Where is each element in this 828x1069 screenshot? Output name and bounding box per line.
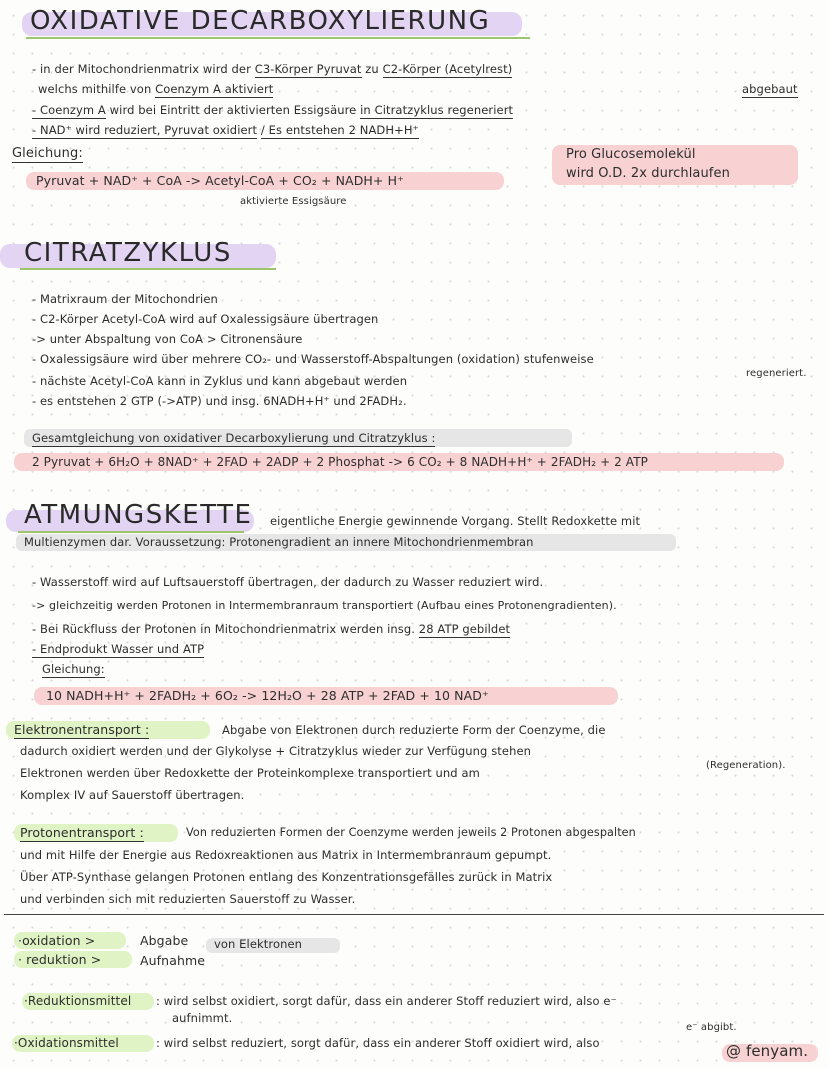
equation-note: aktivierte Essigsäure — [240, 196, 347, 207]
text: zu — [365, 62, 379, 76]
equation: 10 NADH+H⁺ + 2FADH₂ + 6O₂ -> 12H₂O + 28 ATP + 2FAD + 10 NAD⁺ — [46, 688, 489, 703]
text-line — [32, 62, 512, 76]
list-item: - nächste Acetyl-CoA kann in Zyklus und kann abgebaut werden — [32, 374, 408, 388]
paragraph-line: Von reduzierten Formen der Coenzyme werden jeweils 2 Protonen abgespalten — [186, 826, 636, 839]
text: welchs mithilfe von — [38, 82, 152, 96]
title-underline-2 — [20, 268, 276, 270]
paragraph-line: Elektronen werden über Redoxkette der Proteinkomplexe transportiert und am — [20, 766, 480, 780]
text: Elektronentransport : — [14, 722, 150, 737]
text-line — [742, 82, 798, 96]
elektronentransport-label — [14, 722, 149, 737]
paragraph-suffix: (Regeneration). — [706, 760, 786, 771]
section-title-oxidative-decarboxylierung: OXIDATIVE DECARBOXYLIERUNG — [30, 6, 491, 36]
text: Gleichung: — [12, 146, 83, 161]
text-line — [32, 103, 513, 117]
shared-text: von Elektronen — [214, 937, 303, 951]
text: - in der Mitochondrienmatrix wird der — [32, 62, 251, 76]
title-underline-3 — [18, 531, 244, 533]
list-item: - Wasserstoff wird auf Luftsauerstoff übertragen, der dadurch zu Wasser reduziert wird. — [32, 575, 544, 589]
redmittel-label: ·Reduktionsmittel — [24, 994, 132, 1008]
list-item: - Oxalessigsäure wird über mehrere CO₂- und Wasserstoff-Abspaltungen (oxidation) stufenweise — [32, 352, 594, 366]
section-title-citratzyklus: CITRATZYKLUS — [24, 238, 232, 268]
text-underlined: / Es entstehen 2 NADH+H⁺ — [260, 123, 419, 137]
list-item — [32, 642, 204, 656]
protonentransport-label — [20, 825, 144, 840]
text-line — [38, 82, 273, 96]
list-item-suffix: regeneriert. — [746, 368, 807, 379]
gesamt-equation: 2 Pyruvat + 6H₂O + 8NAD⁺ + 2FAD + 2ADP + 2 Phosphat -> 6 CO₂ + 8 NADH+H⁺ + 2FADH₂ + 2 ATP — [32, 455, 648, 469]
paragraph-line: Komplex IV auf Sauerstoff übertragen. — [20, 788, 245, 802]
paragraph-line: dadurch oxidiert werden und der Glykolyse + Citratzyklus wieder zur Verfügung stehen — [20, 744, 532, 758]
text-underlined: C2-Körper (Acetylrest) — [382, 62, 513, 76]
reduktion-text: Aufnahme — [140, 953, 206, 968]
gleichung-label — [42, 662, 105, 676]
text-line — [32, 123, 419, 137]
paragraph-line: Über ATP-Synthase gelangen Protonen entlang des Konzentrationsgefälles zurück in Matrix — [20, 870, 553, 884]
text: Gleichung: — [42, 662, 105, 676]
oxidation-label: ·oxidation > — [18, 933, 96, 948]
gleichung-label — [12, 146, 83, 161]
text-underlined: in Citratzyklus regeneriert — [360, 103, 514, 117]
text: Gesamtgleichung von oxidativer Decarboxylierung und Citratzyklus : — [32, 431, 436, 445]
list-item: - Matrixraum der Mitochondrien — [32, 292, 218, 306]
text-underlined: C3-Körper Pyruvat — [254, 62, 362, 76]
oxmittel-label: ·Oxidationsmittel — [14, 1036, 119, 1050]
text: Protonentransport : — [20, 825, 144, 840]
text-underlined: abgebaut — [742, 82, 798, 96]
redmittel-text: aufnimmt. — [172, 1011, 233, 1025]
gesamt-label — [32, 431, 435, 445]
list-item: - C2-Körper Acetyl-CoA wird auf Oxalessigsäure übertragen — [32, 312, 379, 326]
section-title-atmungskette: ATMUNGSKETTE — [24, 500, 253, 530]
title-underline-1 — [26, 37, 530, 39]
text: - Bei Rückfluss der Protonen in Mitochondrienmatrix werden insg. — [32, 622, 416, 636]
oxidation-text: Abgabe — [140, 933, 189, 948]
list-item: -> unter Abspaltung von CoA > Citronensäure — [32, 332, 303, 346]
atp-note: 28 ATP gebildet — [418, 622, 511, 636]
list-item: -> gleichzeitig werden Protonen in Intermembranraum transportiert (Aufbau eines Protonengradienten). — [32, 599, 617, 612]
intro-line: eigentliche Energie gewinnende Vorgang. Stellt Redoxkette mit — [270, 514, 641, 528]
text-underlined: - NAD⁺ wird reduziert, Pyruvat oxidiert — [32, 123, 258, 137]
list-item: - es entstehen 2 GTP (->ATP) und insg. 6NADH+H⁺ und 2FADH₂. — [32, 394, 407, 408]
text-underlined: Coenzym A aktiviert — [155, 82, 274, 96]
oxmittel-text: : wird selbst reduziert, sorgt dafür, dass ein anderer Stoff oxidiert wird, also — [156, 1036, 600, 1050]
note-line: wird O.D. 2x durchlaufen — [566, 166, 730, 181]
note-line: Pro Glucosemolekül — [566, 147, 696, 162]
signature: @ fenyam. — [726, 1042, 809, 1060]
paragraph-line: und mit Hilfe der Energie aus Redoxreaktionen aus Matrix in Intermembranraum gepumpt. — [20, 848, 552, 862]
list-item — [32, 622, 510, 636]
reduktion-label: · reduktion > — [18, 952, 102, 967]
intro-line: Multienzymen dar. Voraussetzung: Protonengradient an innere Mitochondrienmembran — [24, 535, 534, 549]
redmittel-text: : wird selbst oxidiert, sorgt dafür, dass ein anderer Stoff reduziert wird, also e⁻ — [156, 994, 617, 1008]
equation: Pyruvat + NAD⁺ + CoA -> Acetyl-CoA + CO₂ + NADH+ H⁺ — [36, 173, 404, 188]
paragraph-line: Abgabe von Elektronen durch reduzierte Form der Coenzyme, die — [222, 723, 606, 737]
text-underlined: - Coenzym A — [32, 103, 106, 117]
section-divider — [4, 914, 824, 915]
text: - Endprodukt Wasser und ATP — [32, 642, 205, 656]
oxmittel-suffix: e⁻ abgibt. — [686, 1022, 737, 1033]
text: wird bei Eintritt der aktivierten Essigsäure — [109, 103, 357, 117]
paragraph-line: und verbinden sich mit reduzierten Sauerstoff zu Wasser. — [20, 892, 356, 906]
